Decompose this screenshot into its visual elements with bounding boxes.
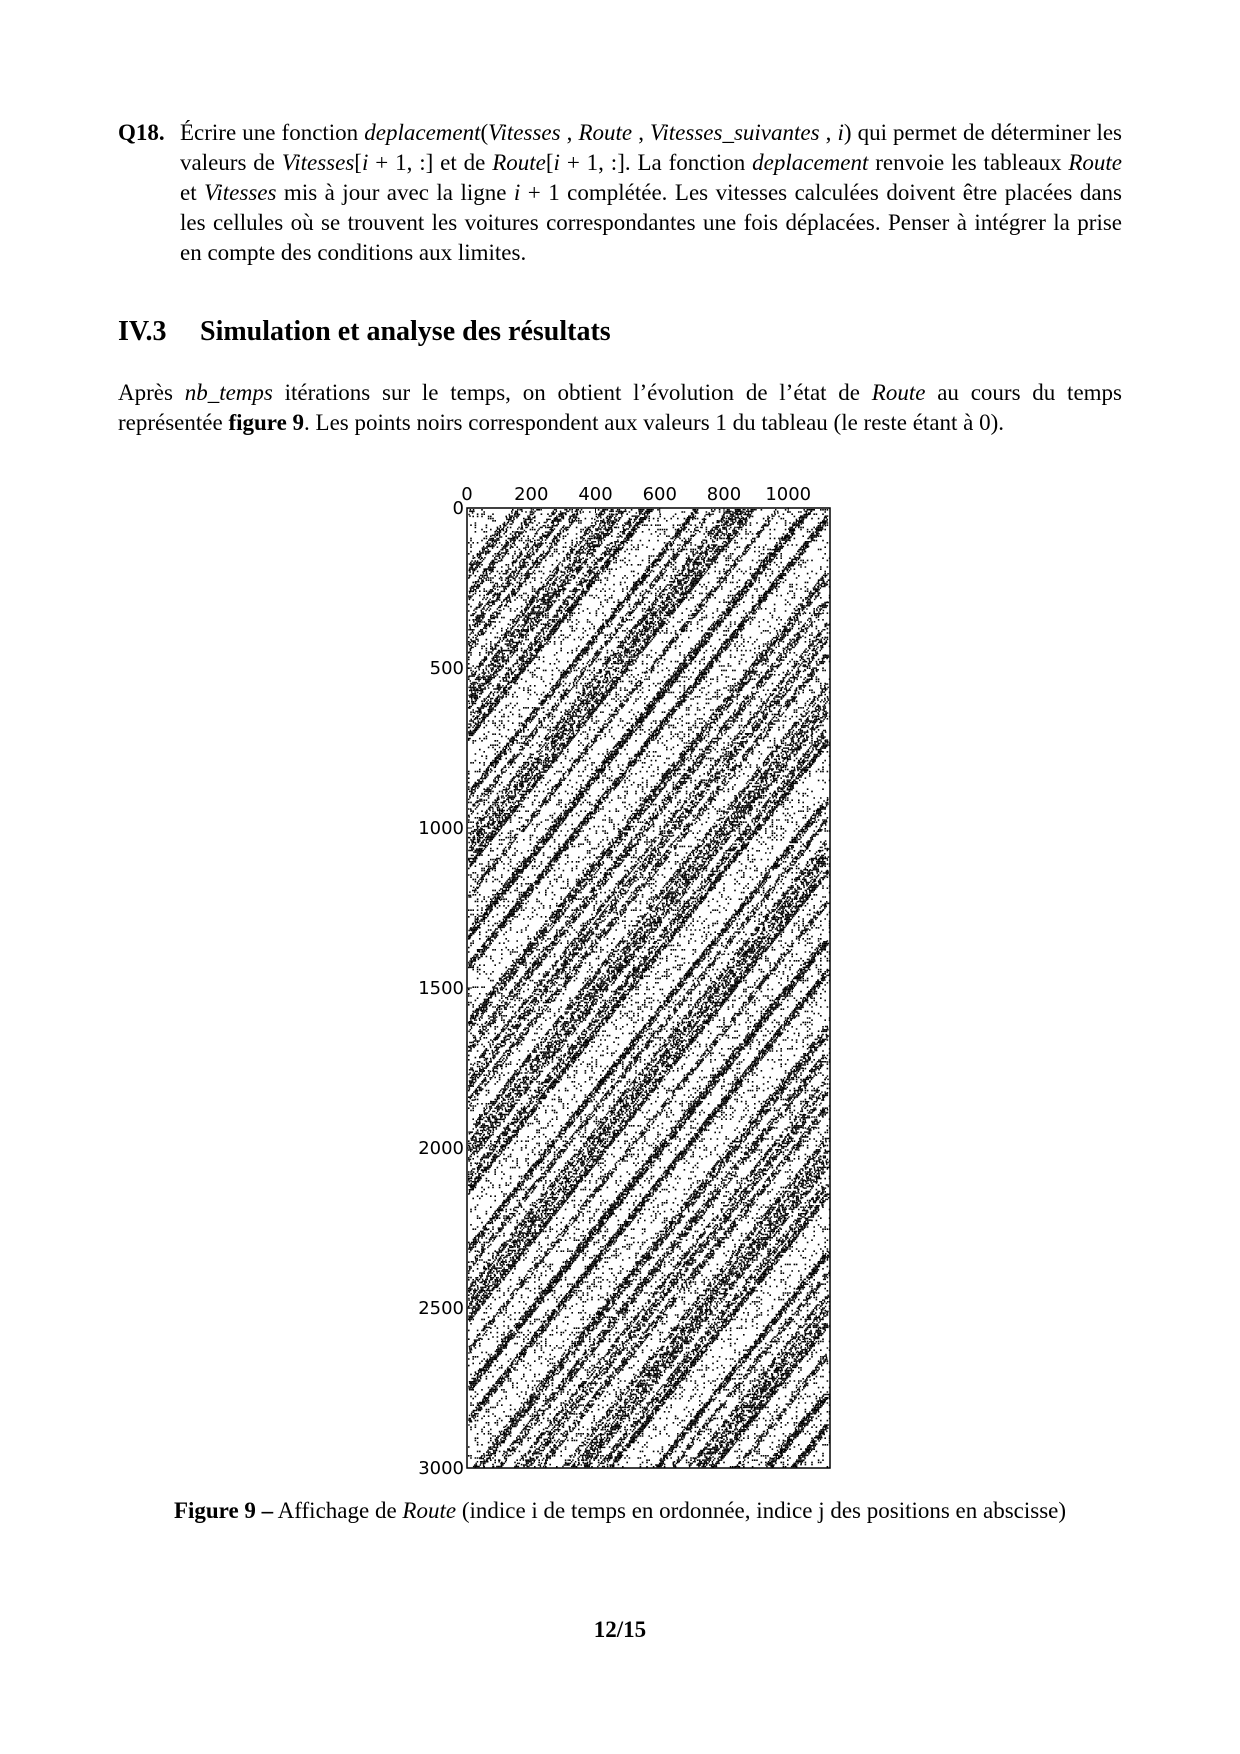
figure-caption: Figure 9 – Affichage de Route (indice i de temps en ordonnée, indice j des positions en abscisse) [173,1498,1067,1523]
y-tick-label: 500 [429,658,464,679]
y-tick-label: 1500 [418,978,464,999]
x-tick-label: 200 [514,484,549,505]
question-label: Q18. [118,120,165,145]
route-heatmap [400,478,840,1478]
y-tick-label: 2000 [418,1138,464,1159]
section-number: IV.3 [118,316,167,347]
x-tick-label: 600 [642,484,677,505]
question-text: Écrire une fonction deplacement(Vitesses , Route , Vitesses_suivantes , i) qui permet de déterminer les valeurs de Vitesses[i + 1, :] et de Route[i + 1, :]. La fonction deplacement renvoie les tableaux Route et Vitesses mis à jour avec la ligne i + 1 complétée. Les vitesses calculées doivent être placées dans les cellules où se trouvent les voitures correspondantes une fois déplacées. Penser à intégrer la prise en compte des conditions aux limites. [180,120,1123,265]
car-dots [468,509,830,1468]
occupied-cells [468,509,830,1468]
figure-9 [400,478,840,1478]
section-title: Simulation et analyse des résultats [200,316,611,347]
question-18 [118,118,1122,268]
intro-paragraph: Après nb_temps itérations sur le temps, on obtient l’évolution de l’état de Route au cours du temps représentée figure 9. Les points noirs correspondent aux valeurs 1 du tableau (le reste étant à 0). [118,380,1122,435]
y-tick-label: 0 [452,498,464,519]
x-tick-label: 400 [578,484,613,505]
x-tick-label: 800 [706,484,742,505]
y-tick-label: 1000 [418,818,464,839]
section-heading [118,316,611,348]
y-axis [418,498,472,1478]
x-tick-label: 1000 [765,484,812,505]
page-number: 12/15 [593,1617,647,1642]
y-tick-label: 2500 [418,1298,464,1319]
y-tick-label: 3000 [418,1458,464,1478]
x-tick-label: 0 [461,484,473,505]
